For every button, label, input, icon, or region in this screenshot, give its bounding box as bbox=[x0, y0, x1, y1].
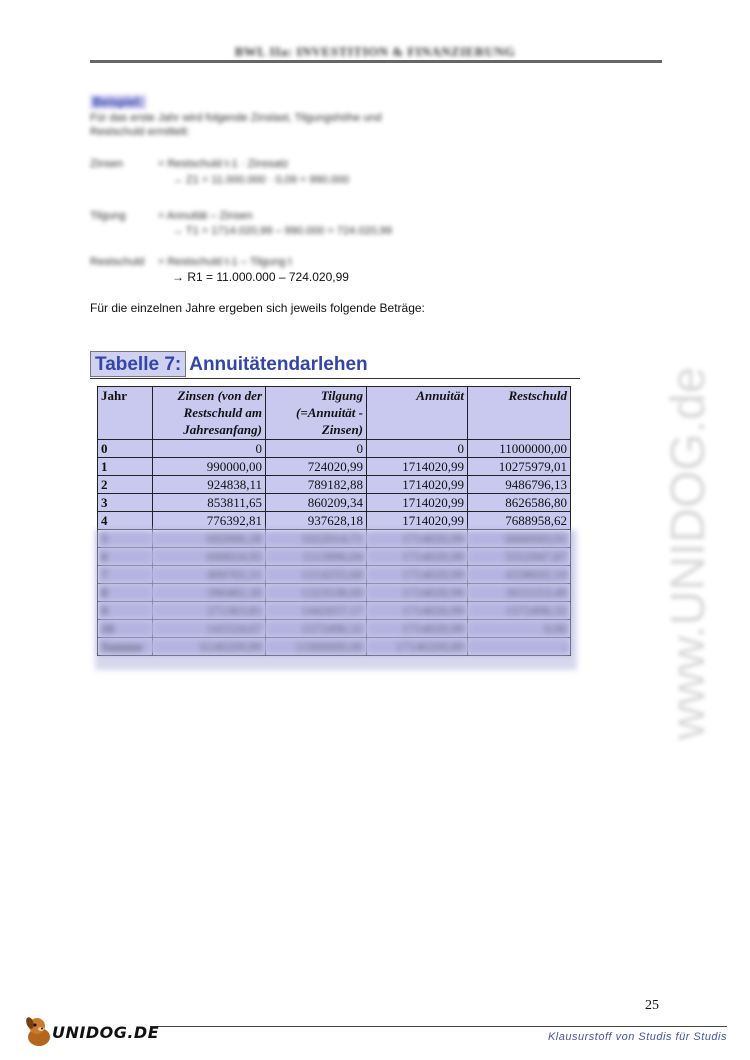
header-zinsen-line2: Restschuld am bbox=[183, 405, 262, 420]
cell-annuitaet: 1714020,99 bbox=[367, 548, 468, 566]
table-row bbox=[98, 458, 571, 476]
table-row bbox=[98, 512, 571, 530]
zinsen-calc: → Z1 = 11.000.000 · 0,09 = 990.000 bbox=[172, 174, 350, 186]
cell-zinsen: 499765,31 bbox=[153, 566, 266, 584]
example-intro-line2: Restschuld ermittelt: bbox=[90, 126, 190, 138]
footer-tagline: Klausurstoff von Studis für Studis bbox=[547, 1031, 727, 1043]
cell-annuitaet: 1714020,99 bbox=[367, 458, 468, 476]
footer-rule bbox=[150, 1026, 727, 1027]
header-restschuld: Restschuld bbox=[468, 387, 571, 440]
cell-tilgung: 1572496,32 bbox=[266, 620, 367, 638]
cell-jahr: 4 bbox=[98, 512, 153, 530]
cell-jahr: 9 bbox=[98, 602, 153, 620]
tilgung-calc: → T1 = 1714.020,99 – 990.000 = 724.020,99 bbox=[172, 225, 392, 237]
restschuld-calc: → R1 = 11.000.000 – 724.020,99 bbox=[172, 270, 349, 284]
cell-jahr: 7 bbox=[98, 566, 153, 584]
cell-tilgung: 0 bbox=[266, 440, 367, 458]
cell-tilgung: 860209,34 bbox=[266, 494, 367, 512]
table-row bbox=[98, 494, 571, 512]
cell-annuitaet: 1714020,99 bbox=[367, 494, 468, 512]
table-header-row bbox=[98, 387, 571, 440]
page-number: 25 bbox=[645, 998, 659, 1013]
header-tilgung-line2: (=Annuität - bbox=[295, 405, 363, 420]
tilgung-formula: = Annuität – Zinsen bbox=[158, 210, 253, 222]
cell-restschuld: 1572496,32 bbox=[468, 602, 571, 620]
cell-jahr: 5 bbox=[98, 530, 153, 548]
cell-zinsen: 141524,67 bbox=[153, 620, 266, 638]
summary-text: Für die einzelnen Jahre ergeben sich jeweils folgende Beträge: bbox=[90, 301, 425, 315]
header-tilgung-line3: Zinsen) bbox=[321, 422, 363, 437]
cell-jahr: 0 bbox=[98, 440, 153, 458]
cell-restschuld: 6666943,91 bbox=[468, 530, 571, 548]
zinsen-formula: = Restschuld t-1 · Zinssatz bbox=[158, 158, 289, 170]
cell-tilgung: 1113996,04 bbox=[266, 548, 367, 566]
cell-annuitaet: 0 bbox=[367, 440, 468, 458]
header-zinsen-line3: Jahresanfang) bbox=[183, 422, 262, 437]
header-zinsen-line1: Zinsen (von der bbox=[177, 388, 262, 403]
header-tilgung bbox=[266, 387, 367, 440]
cell-restschuld: 5552947,87 bbox=[468, 548, 571, 566]
restschuld-label: Restschuld bbox=[90, 256, 145, 268]
cell-annuitaet: 17140209,89 bbox=[367, 638, 468, 656]
cell-annuitaet: 1714020,99 bbox=[367, 584, 468, 602]
cell-zinsen: 776392,81 bbox=[153, 512, 266, 530]
cell-zinsen: 853811,65 bbox=[153, 494, 266, 512]
watermark-text: www.UNIDOG.de bbox=[662, 366, 715, 740]
cell-jahr: Summe bbox=[98, 638, 153, 656]
example-intro-line1: Für das erste Jahr wird folgende Zinslast, Tilgungshöhe und bbox=[90, 112, 382, 124]
header-rule bbox=[90, 60, 662, 63]
table-caption-name: Annuitätendarlehen bbox=[189, 354, 368, 375]
header-tilgung-line1: Tilgung bbox=[320, 388, 363, 403]
watermark bbox=[642, 270, 732, 750]
unidog-logo bbox=[22, 1013, 160, 1049]
cell-jahr: 3 bbox=[98, 494, 153, 512]
table-caption-prefix: Tabelle 7: bbox=[90, 351, 186, 377]
cell-zinsen: 271363,81 bbox=[153, 602, 266, 620]
cell-tilgung: 1022014,71 bbox=[266, 530, 367, 548]
tilgung-label: Tilgung bbox=[90, 210, 126, 222]
table-row bbox=[98, 476, 571, 494]
cell-tilgung: 11000000,00 bbox=[266, 638, 367, 656]
cell-tilgung: 724020,99 bbox=[266, 458, 367, 476]
cell-tilgung: 937628,18 bbox=[266, 512, 367, 530]
cell-zinsen: 692006,28 bbox=[153, 530, 266, 548]
header-title: BWL IIa: INVESTITION & FINANZIERUNG bbox=[234, 44, 516, 59]
cell-jahr: 6 bbox=[98, 548, 153, 566]
cell-zinsen: 0 bbox=[153, 440, 266, 458]
cell-tilgung: 1323538,69 bbox=[266, 584, 367, 602]
cell-restschuld: 4338692,19 bbox=[468, 566, 571, 584]
cell-restschuld: 8626586,80 bbox=[468, 494, 571, 512]
cell-zinsen: 924838,11 bbox=[153, 476, 266, 494]
cell-annuitaet: 1714020,99 bbox=[367, 512, 468, 530]
cell-zinsen: 390482,30 bbox=[153, 584, 266, 602]
cell-restschuld: 10275979,01 bbox=[468, 458, 571, 476]
cell-tilgung: 1442657,17 bbox=[266, 602, 367, 620]
cell-jahr: 1 bbox=[98, 458, 153, 476]
cell-zinsen: 6140209,89 bbox=[153, 638, 266, 656]
cell-annuitaet: 1714020,99 bbox=[367, 566, 468, 584]
cell-annuitaet: 1714020,99 bbox=[367, 602, 468, 620]
cell-restschuld: 9486796,13 bbox=[468, 476, 571, 494]
cell-jahr: 2 bbox=[98, 476, 153, 494]
cell-restschuld: 0,00 bbox=[468, 620, 571, 638]
cell-jahr: 8 bbox=[98, 584, 153, 602]
cell-annuitaet: 1714020,99 bbox=[367, 530, 468, 548]
cell-restschuld: - bbox=[468, 638, 571, 656]
header-jahr: Jahr bbox=[98, 387, 153, 440]
blur-overlay bbox=[95, 530, 577, 670]
header-annuitaet: Annuität bbox=[367, 387, 468, 440]
cell-restschuld: 3015153,49 bbox=[468, 584, 571, 602]
table-caption bbox=[90, 351, 580, 379]
cell-zinsen: 600024,95 bbox=[153, 548, 266, 566]
example-label: Beispiel: bbox=[90, 95, 146, 109]
zinsen-label: Zinsen bbox=[90, 158, 124, 170]
table-row bbox=[98, 440, 571, 458]
cell-jahr: 10 bbox=[98, 620, 153, 638]
restschuld-formula: = Restschuld t-1 – Tilgung t bbox=[158, 256, 292, 268]
logo-text: UNIDOG.DE bbox=[52, 1023, 160, 1042]
cell-annuitaet: 1714020,99 bbox=[367, 620, 468, 638]
header-zinsen bbox=[153, 387, 266, 440]
cell-annuitaet: 1714020,99 bbox=[367, 476, 468, 494]
dog-icon bbox=[22, 1013, 56, 1049]
cell-zinsen: 990000,00 bbox=[153, 458, 266, 476]
cell-tilgung: 1214255,68 bbox=[266, 566, 367, 584]
cell-tilgung: 789182,88 bbox=[266, 476, 367, 494]
cell-restschuld: 11000000,00 bbox=[468, 440, 571, 458]
cell-restschuld: 7688958,62 bbox=[468, 512, 571, 530]
